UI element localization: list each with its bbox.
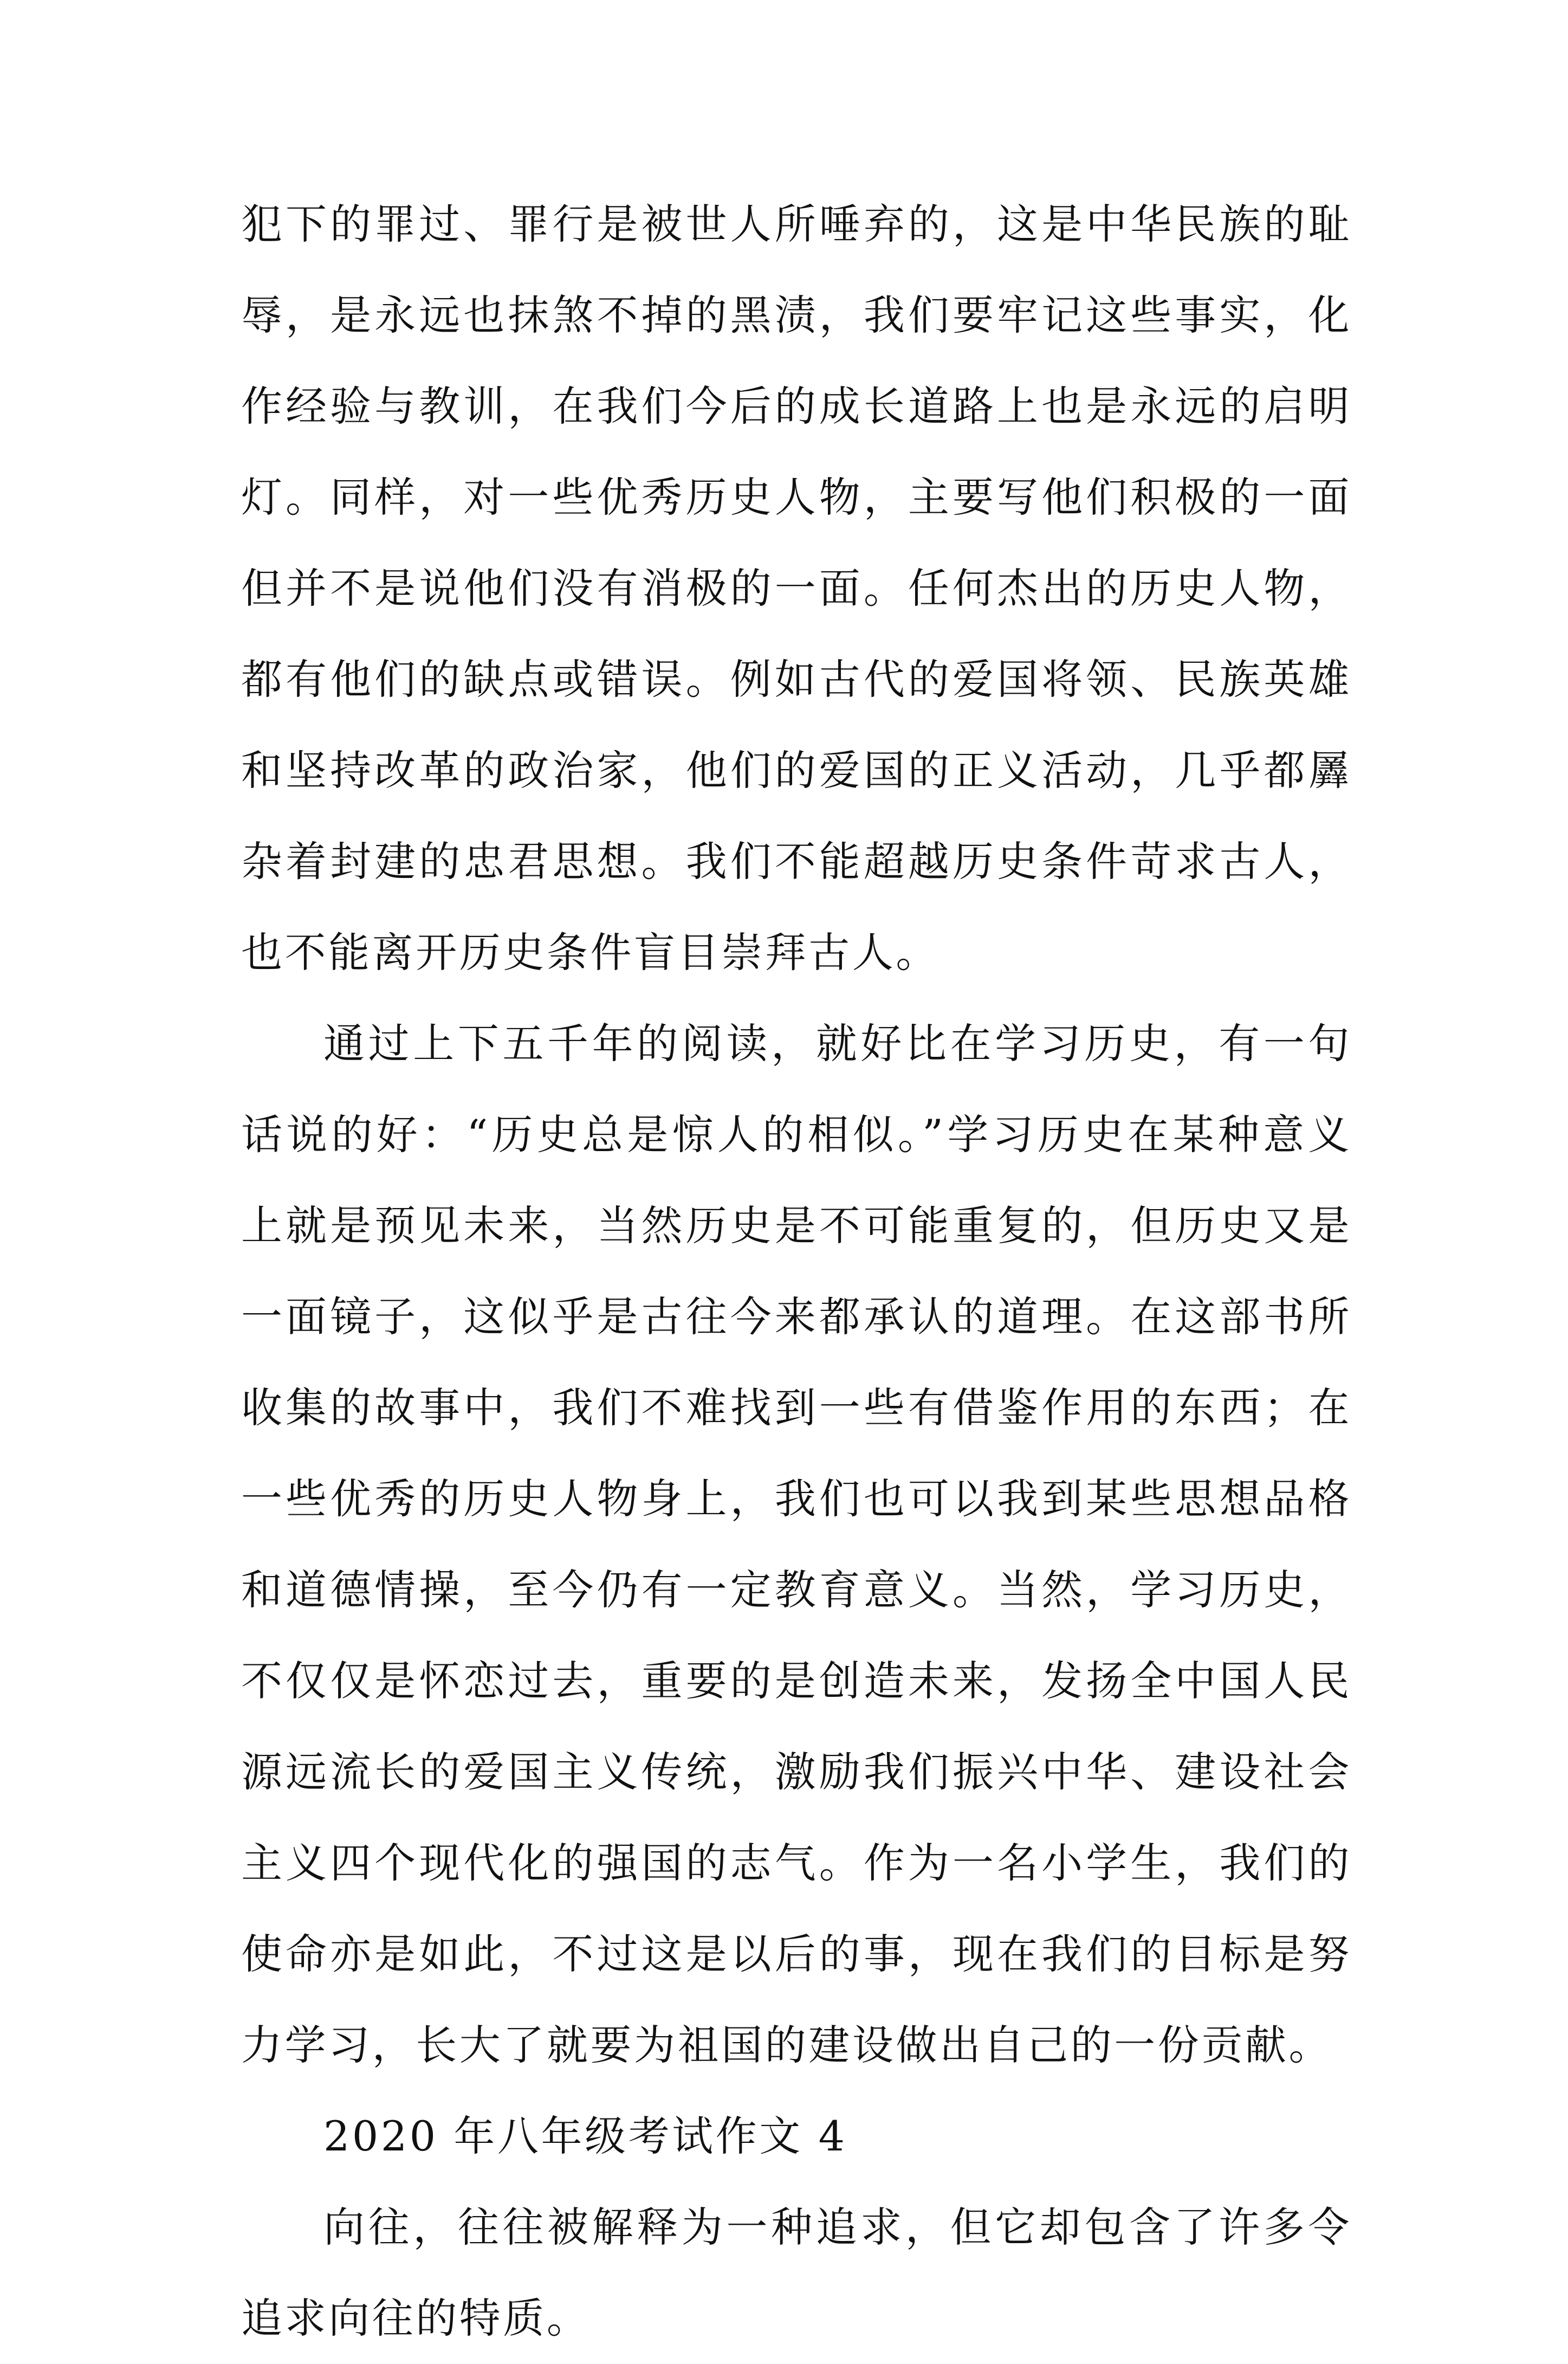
paragraph-continuation: 犯下的罪过、罪行是被世人所唾弃的，这是中华民族的耻辱，是永远也抹煞不掉的黑渍，我们要牢记这些事实，化作经验与教训，在我们今后的成长道路上也是永远的启明灯。同样，对一些优秀历史人物，主要写他们积极的一面但并不是说他们没有消极的一面。任何杰出的历史人物，都有他们的缺点或错误。例如古代的爱国将领、民族英雄和坚持改革的政治家，他们的爱国的正义活动，几乎都羼杂着封建的忠君思想。我们不能超越历史条件苛求古人，也不能离开历史条件盲目崇拜古人。	[241, 200, 1352, 977]
paragraph-reading-reflection: 通过上下五千年的阅读，就好比在学习历史，有一句话说的好：“历史总是惊人的相似。”学习历史在某种意义上就是预见未来，当然历史是不可能重复的，但历史又是一面镜子，这似乎是古往今来都承认的道理。在这部书所收集的故事中，我们不难找到一些有借鉴作用的东西；在一些优秀的历史人物身上，我们也可以我到某些思想品格和道德情操，至今仍有一定教育意义。当然，学习历史，不仅仅是怀恋过去，重要的是创造未来，发扬全中国人民源远流长的爱国主义传统，激励我们振兴中华、建设社会主义四个现代化的强国的志气。作为一名小学生，我们的使命亦是如此，不过这是以后的事，现在我们的目标是努力学习，长大了就要为祖国的建设做出自己的一份贡献。	[241, 1019, 1352, 2069]
paragraph-essay-opening: 向往，往往被解释为一种追求，但它却包含了许多令追求向往的特质。	[241, 2203, 1352, 2342]
essay-heading: 2020 年八年级考试作文 4	[323, 2112, 847, 2160]
document-body	[241, 179, 1352, 2364]
